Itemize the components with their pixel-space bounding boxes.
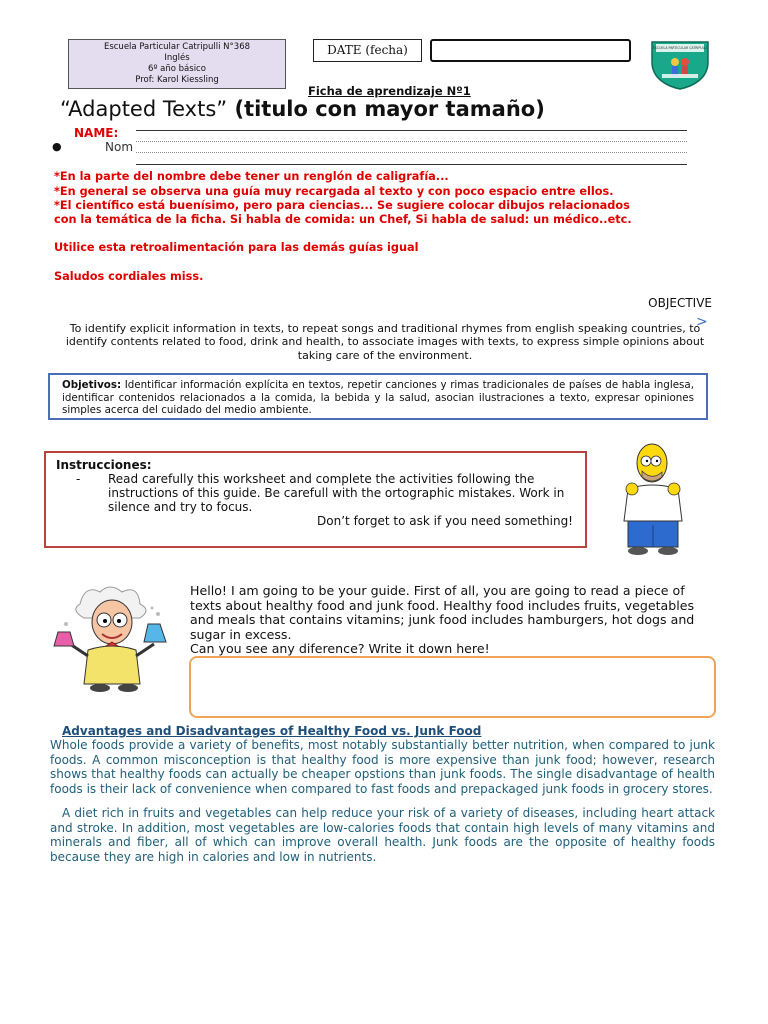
school-grade: 6º año básico bbox=[148, 64, 206, 74]
dotted-line bbox=[136, 152, 687, 153]
date-label: DATE (fecha) bbox=[313, 39, 422, 62]
arrow-right-icon: > bbox=[696, 314, 708, 330]
instruction-reminder: Don’t forget to ask if you need something! bbox=[317, 514, 573, 528]
feedback-line: con la temática de la ficha. Si habla de comida: un Chef, Si habla de salud: un médico..etc. bbox=[54, 213, 632, 226]
feedback-line: *El científico está buenísimo, pero para ciencias... Se sugiere colocar dibujos relacionados bbox=[54, 199, 630, 212]
name-label: NAME: bbox=[74, 126, 119, 140]
date-field[interactable] bbox=[430, 39, 631, 62]
school-info-box bbox=[68, 39, 286, 89]
instructions-heading: Instrucciones: bbox=[56, 458, 152, 472]
objective-label: OBJECTIVE bbox=[648, 296, 712, 310]
school-subject: Inglés bbox=[164, 53, 190, 63]
school-name: Escuela Particular Catripulli N°368 bbox=[103, 42, 251, 52]
dash-marker: - bbox=[76, 472, 81, 486]
scientist-illustration bbox=[40, 584, 185, 694]
article-paragraph: A diet rich in fruits and vegetables can help reduce your risk of a variety of diseases, including heart attack and stroke. In addition, most vegetables are low-calories foods that contain high levels of many vitamins and minerals and fiber, all of which can improve overall health. Junk foods are the opposite of healthy foods because they are high in calories and low in nutrients. bbox=[50, 806, 715, 864]
instruction-item bbox=[56, 472, 575, 528]
dotted-line bbox=[136, 141, 687, 142]
instruction-text: Read carefully this worksheet and complete the activities following the instructions of this guide. Be carefull with the ortographic mistakes. Work in silence and try to focus. bbox=[108, 472, 565, 514]
title-note: (titulo con mayor tamaño) bbox=[227, 97, 545, 121]
answer-box[interactable] bbox=[189, 656, 716, 718]
feedback-line: *En la parte del nombre debe tener un renglón de caligrafía... bbox=[54, 170, 449, 183]
school-teacher: Prof: Karol Kiessling bbox=[135, 75, 219, 85]
article-paragraph: Whole foods provide a variety of benefits, most notably substantially better nutrition, when compared to junk foods. A common misconception is that healthy food is more expensive than junk food; however, research shows that healthy foods can actually be cheaper opstions than junk foods. The single disadvantage of health foods is their lack of convenience when compared to fast foods and prepackaged junk foods in grocery stores. bbox=[50, 738, 715, 796]
bullet-icon: ● bbox=[52, 140, 62, 153]
objective-english: To identify explicit information in texts, to repeat songs and traditional rhymes from english speaking countries, to identify contents related to food, drink and health, to associate images with texts, to express simple opinions about taking care of the environment. bbox=[65, 322, 705, 362]
name-writing-lines[interactable] bbox=[136, 130, 687, 165]
feedback-line: Utilice esta retroalimentación para las demás guías igual bbox=[54, 241, 419, 254]
shield-lettering: ESCUELA PARTICULAR CATRIPULLI bbox=[652, 46, 708, 50]
school-shield-icon bbox=[650, 40, 710, 90]
homer-illustration bbox=[608, 441, 698, 559]
objetivos-box bbox=[48, 373, 708, 420]
feedback-line: *En general se observa una guía muy recargada al texto y con poco espacio entre ellos. bbox=[54, 185, 614, 198]
feedback-line: Saludos cordiales miss. bbox=[54, 270, 204, 283]
worksheet-number: Ficha de aprendizaje Nº1 bbox=[308, 84, 471, 98]
objetivos-label: Objetivos: bbox=[62, 379, 122, 391]
title-main: “Adapted Texts” bbox=[60, 97, 228, 121]
guide-text: Hello! I am going to be your guide. First of all, you are going to read a piece of texts about healthy food and junk food. Healthy food includes fruits, vegetables and meals that contains vitamins; junk food includes hamburgers, hot dogs and sugar in excess. bbox=[190, 583, 695, 642]
article-title: Advantages and Disadvantages of Healthy Food vs. Junk Food bbox=[62, 724, 482, 738]
guide-intro bbox=[190, 584, 720, 657]
page-title bbox=[60, 97, 545, 121]
objetivos-text: Identificar información explícita en textos, repetir canciones y rimas tradicionales de países de habla inglesa, identificar contenidos relacionados a la comida, la bebida y la salud, asocian ilustraciones a texto, expresar opiniones simples acerca del cuidado del medio ambiente. bbox=[62, 379, 694, 417]
name-prefix: Nom bbox=[105, 140, 134, 154]
guide-question: Can you see any diference? Write it down here! bbox=[190, 641, 490, 656]
instructions-box bbox=[44, 451, 587, 548]
